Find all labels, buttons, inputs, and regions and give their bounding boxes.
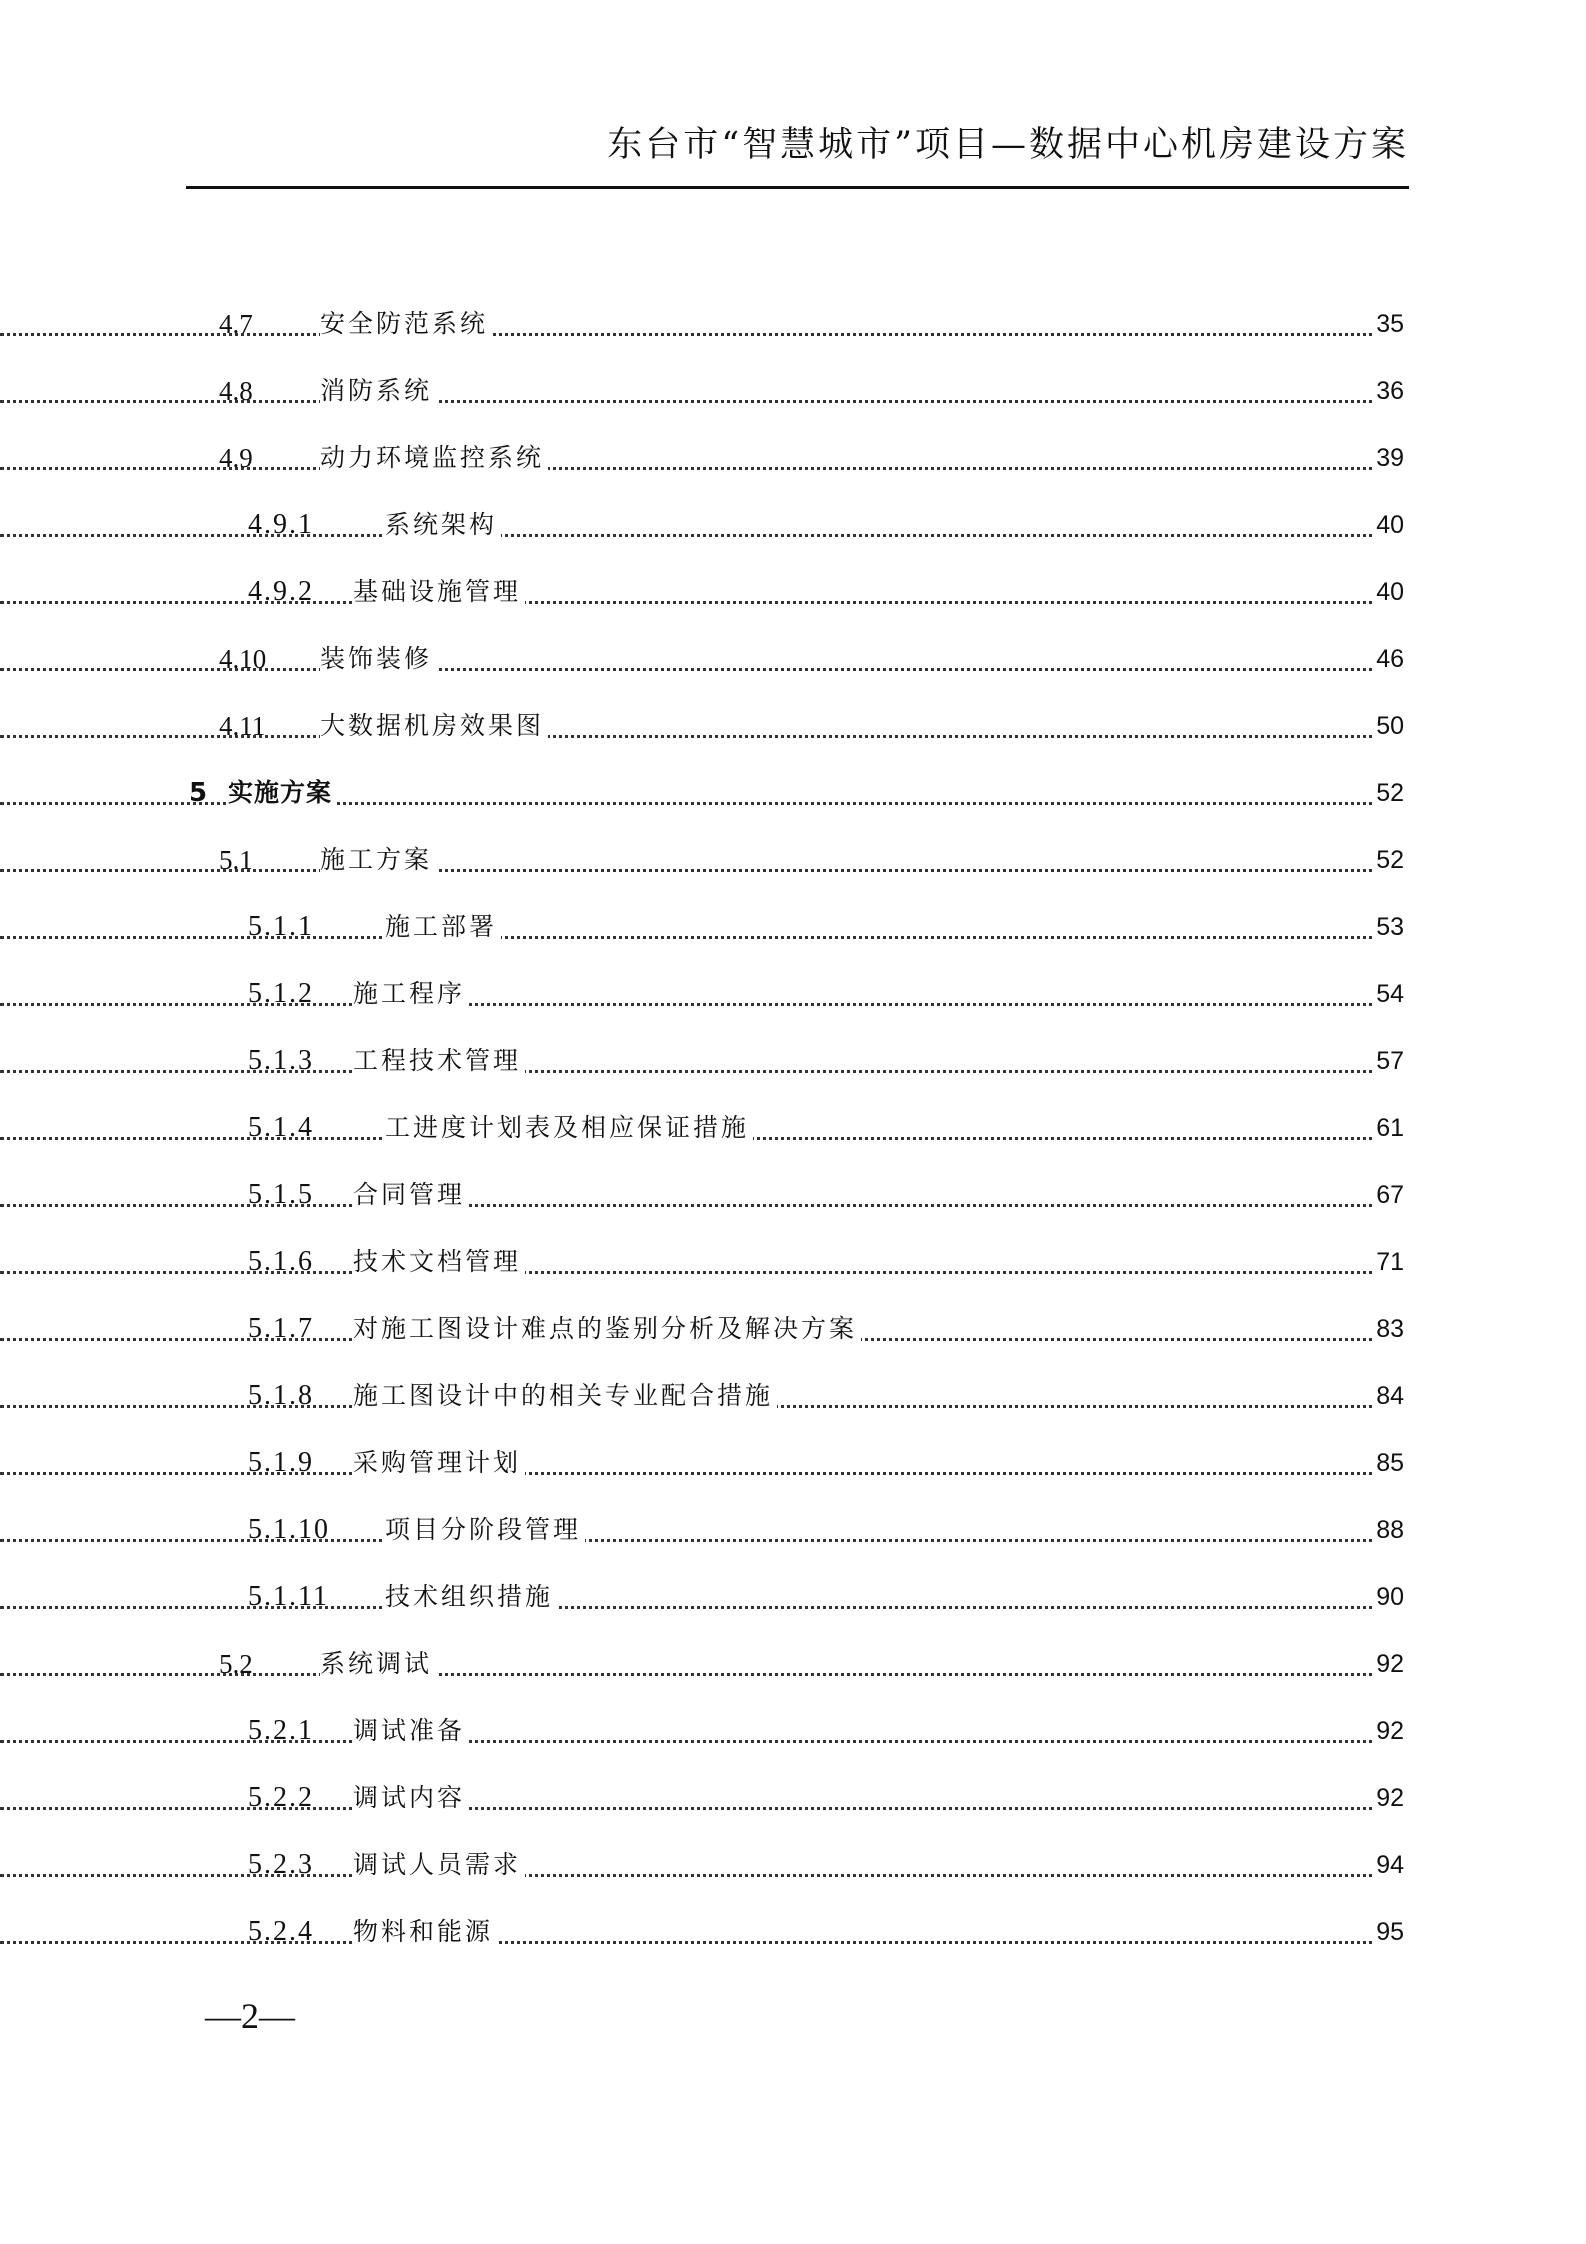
section-number: 5 xyxy=(189,778,209,808)
dot-leader xyxy=(0,1070,1404,1073)
toc-entry[interactable] xyxy=(0,1171,1586,1221)
dot-leader xyxy=(0,1003,1404,1006)
page-ref: 61 xyxy=(1372,1110,1404,1146)
toc-entry[interactable] xyxy=(0,769,1586,819)
dot-leader xyxy=(0,1539,1404,1542)
page-ref: 85 xyxy=(1372,1445,1404,1481)
toc-entry[interactable] xyxy=(0,1640,1586,1690)
dot-leader xyxy=(0,1740,1404,1743)
section-title: 施工程序 xyxy=(353,976,469,1012)
dot-leader xyxy=(0,936,1404,939)
section-title: 施工部署 xyxy=(385,909,501,945)
page-ref: 92 xyxy=(1372,1646,1404,1682)
dot-leader xyxy=(0,735,1404,738)
toc-entry[interactable] xyxy=(0,635,1586,685)
section-title: 工进度计划表及相应保证措施 xyxy=(385,1110,753,1146)
section-title: 调试内容 xyxy=(353,1780,469,1816)
dot-leader xyxy=(0,1271,1404,1274)
section-title: 消防系统 xyxy=(320,373,436,409)
section-title: 基础设施管理 xyxy=(353,574,525,610)
section-title: 合同管理 xyxy=(353,1177,469,1213)
toc-entry[interactable] xyxy=(0,1037,1586,1087)
toc-entry[interactable] xyxy=(0,1841,1586,1891)
section-title: 技术文档管理 xyxy=(353,1244,525,1280)
section-number: 4.7 xyxy=(219,309,253,339)
dot-leader xyxy=(0,1941,1404,1944)
page-ref: 40 xyxy=(1372,507,1404,543)
section-number: 5.1.7 xyxy=(248,1313,314,1344)
toc-entry[interactable] xyxy=(0,501,1586,551)
toc-entry[interactable] xyxy=(0,1305,1586,1355)
page-ref: 67 xyxy=(1372,1177,1404,1213)
page-ref: 39 xyxy=(1372,440,1404,476)
page-ref: 36 xyxy=(1372,373,1404,409)
section-number: 5.1.6 xyxy=(248,1246,314,1277)
toc-entry[interactable] xyxy=(0,836,1586,886)
toc-entry[interactable] xyxy=(0,702,1586,752)
section-number: 4.9.1 xyxy=(248,509,314,540)
dot-leader xyxy=(0,668,1404,671)
page-ref: 92 xyxy=(1372,1780,1404,1816)
dot-leader xyxy=(0,1472,1404,1475)
dot-leader xyxy=(0,1807,1404,1810)
toc-entry[interactable] xyxy=(0,367,1586,417)
section-title: 对施工图设计难点的鉴别分析及解决方案 xyxy=(353,1311,861,1347)
page-ref: 57 xyxy=(1372,1043,1404,1079)
page-ref: 35 xyxy=(1372,306,1404,342)
section-title: 调试人员需求 xyxy=(353,1847,525,1883)
section-number: 5.1.8 xyxy=(248,1380,314,1411)
dot-leader xyxy=(0,1606,1404,1609)
toc-entry[interactable] xyxy=(0,1774,1586,1824)
dot-leader xyxy=(0,333,1404,336)
section-number: 5.1.5 xyxy=(248,1179,314,1210)
section-title: 物料和能源 xyxy=(353,1914,497,1950)
section-title: 大数据机房效果图 xyxy=(320,708,548,744)
dot-leader xyxy=(0,1874,1404,1877)
toc-entry[interactable] xyxy=(0,1238,1586,1288)
dot-leader xyxy=(0,1673,1404,1676)
toc-entry[interactable] xyxy=(0,1104,1586,1154)
page-ref: 95 xyxy=(1372,1914,1404,1950)
toc-entry[interactable] xyxy=(0,1372,1586,1422)
section-number: 5.1.11 xyxy=(248,1581,329,1612)
section-title: 系统调试 xyxy=(320,1646,436,1682)
section-title: 施工方案 xyxy=(320,842,436,878)
toc-entry[interactable] xyxy=(0,1506,1586,1556)
dot-leader xyxy=(0,869,1404,872)
section-title: 采购管理计划 xyxy=(353,1445,525,1481)
page-header: 东台市“智慧城市”项目—数据中心机房建设方案 xyxy=(186,120,1409,189)
page-ref: 88 xyxy=(1372,1512,1404,1548)
toc-entry[interactable] xyxy=(0,1439,1586,1489)
dot-leader xyxy=(0,467,1404,470)
page-ref: 52 xyxy=(1372,842,1404,878)
toc-entry[interactable] xyxy=(0,903,1586,953)
page-ref: 46 xyxy=(1372,641,1404,677)
section-number: 4.11 xyxy=(219,711,266,741)
dot-leader xyxy=(0,802,1404,805)
section-number: 5.1.3 xyxy=(248,1045,314,1076)
page-ref: 84 xyxy=(1372,1378,1404,1414)
toc-entry[interactable] xyxy=(0,1707,1586,1757)
page-ref: 94 xyxy=(1372,1847,1404,1883)
section-number: 5.2.3 xyxy=(248,1849,314,1880)
page-ref: 40 xyxy=(1372,574,1404,610)
toc-entry[interactable] xyxy=(0,568,1586,618)
section-number: 5.1 xyxy=(219,845,253,875)
section-title: 系统架构 xyxy=(385,507,501,543)
toc-entry[interactable] xyxy=(0,1908,1586,1958)
page-number: —2— xyxy=(205,1996,295,2036)
section-title: 动力环境监控系统 xyxy=(320,440,548,476)
section-number: 5.2 xyxy=(219,1649,253,1679)
toc-entry[interactable] xyxy=(0,1573,1586,1623)
section-title: 项目分阶段管理 xyxy=(385,1512,585,1548)
dot-leader xyxy=(0,400,1404,403)
section-title: 安全防范系统 xyxy=(320,306,492,342)
toc-entry[interactable] xyxy=(0,970,1586,1020)
section-number: 5.1.4 xyxy=(248,1112,314,1143)
dot-leader xyxy=(0,601,1404,604)
page-ref: 92 xyxy=(1372,1713,1404,1749)
section-title: 施工图设计中的相关专业配合措施 xyxy=(353,1378,777,1414)
section-number: 5.1.10 xyxy=(248,1514,330,1545)
toc-entry[interactable] xyxy=(0,434,1586,484)
section-title: 实施方案 xyxy=(228,775,336,811)
section-number: 4.8 xyxy=(219,376,253,406)
section-number: 5.1.9 xyxy=(248,1447,314,1478)
section-title: 工程技术管理 xyxy=(353,1043,525,1079)
section-number: 5.2.1 xyxy=(248,1715,314,1746)
page-ref: 50 xyxy=(1372,708,1404,744)
page-ref: 71 xyxy=(1372,1244,1404,1280)
dot-leader xyxy=(0,534,1404,537)
section-title: 调试准备 xyxy=(353,1713,469,1749)
section-number: 5.2.4 xyxy=(248,1916,314,1947)
section-number: 5.2.2 xyxy=(248,1782,314,1813)
page-ref: 90 xyxy=(1372,1579,1404,1615)
section-title: 技术组织措施 xyxy=(385,1579,557,1615)
section-number: 4.10 xyxy=(219,644,267,674)
toc-entry[interactable] xyxy=(0,300,1586,350)
section-number: 4.9.2 xyxy=(248,576,314,607)
section-number: 5.1.1 xyxy=(248,911,314,942)
section-number: 4.9 xyxy=(219,443,253,473)
page-ref: 54 xyxy=(1372,976,1404,1012)
section-number: 5.1.2 xyxy=(248,978,314,1009)
page-ref: 52 xyxy=(1372,775,1404,811)
page-ref: 53 xyxy=(1372,909,1404,945)
dot-leader xyxy=(0,1204,1404,1207)
section-title: 装饰装修 xyxy=(320,641,436,677)
page-ref: 83 xyxy=(1372,1311,1404,1347)
